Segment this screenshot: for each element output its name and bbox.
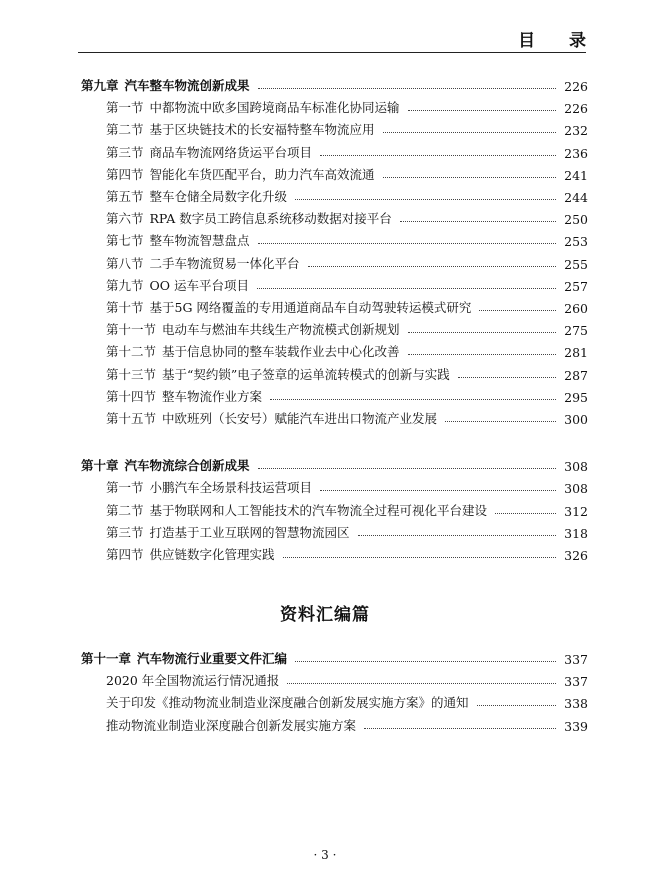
page-number-ref: 226 [564,79,588,94]
leader-dots [458,377,556,378]
section-entry [106,405,588,427]
page-number-ref: 318 [564,525,588,541]
section-entry [106,183,588,205]
document-title: 2020 年全国物流运行情况通报 [106,673,280,689]
section-number: 第六节 [106,211,144,227]
leader-dots [258,468,556,469]
section-number: 第十二节 [106,344,157,360]
page-number: · 3 · [313,848,337,862]
part-title: 资料汇编篇 [280,605,370,625]
section-title: 中都物流中欧多国跨境商品车标准化协同运输 [149,100,400,116]
leader-dots [495,513,556,514]
chapter-entry [81,645,588,667]
section-entry [106,689,588,711]
page-number-ref: 287 [564,367,588,383]
page-number-ref: 241 [564,167,588,183]
section-entry [106,667,588,689]
leader-dots [295,199,556,200]
section-entry [106,294,588,316]
section-title: 小鹏汽车全场景科技运营项目 [149,480,313,496]
chapter-entry [81,452,588,474]
section-number: 第五节 [106,189,144,204]
section-number: 第十一节 [106,322,157,338]
chapter-title: 汽车整车物流创新成果 [124,78,250,93]
section-title: 基于5G 网络覆盖的专用通道商品车自动驾驶转运模式研究 [149,300,472,315]
section-entry [106,338,588,360]
section-title: RPA 数字员工跨信息系统移动数据对接平台 [149,211,392,227]
page-number-ref: 300 [564,412,588,427]
section-entry [106,497,588,519]
leader-dots [408,110,556,111]
section-title: 智能化车货匹配平台，助力汽车高效流通 [149,166,375,182]
section-entry [106,316,588,338]
section-entry [106,383,588,405]
section-entry [106,361,588,383]
page-number-ref: 250 [564,212,588,228]
section-entry [106,205,588,227]
leader-dots [257,288,556,289]
page-number-ref: 295 [564,389,588,405]
section-number: 第一节 [106,100,144,116]
page-number-ref: 281 [564,345,588,361]
section-number: 第八节 [106,255,144,271]
section-title: 基于信息协同的整车装载作业去中心化改善 [162,344,400,360]
page-number-ref: 312 [564,503,588,519]
section-entry [106,541,588,563]
section-title: 基于“契约锁”电子签章的运单流转模式的创新与实践 [162,366,450,382]
chapter-label: 第十一章 [81,651,132,666]
chapter-label: 第十章 [81,458,119,474]
section-number: 第九节 [106,277,144,293]
page-number-ref: 338 [564,696,588,712]
section-entry [106,519,588,541]
chapter-entry [81,72,588,94]
section-entry [106,272,588,294]
leader-dots [295,661,556,662]
section-number: 第十四节 [106,388,157,404]
leader-dots [400,221,556,222]
leader-dots [258,243,556,244]
leader-dots [364,728,556,729]
chapter-label: 第九章 [81,78,119,93]
section-entry [106,116,588,138]
page-number-ref: 232 [564,123,588,139]
section-title: 基于物联网和人工智能技术的汽车物流全过程可视化平台建设 [149,502,488,518]
section-entry [106,474,588,496]
page-number-ref: 275 [564,323,588,339]
page-number-ref: 308 [564,459,588,475]
page-number-ref: 337 [564,652,588,667]
section-title: 二手车物流贸易一体化平台 [149,255,300,271]
leader-dots [258,88,556,89]
page-number-ref: 326 [564,548,588,563]
section-title: 商品车物流网络货运平台项目 [149,144,313,160]
leader-dots [383,177,556,178]
leader-dots [308,266,556,267]
leader-dots [358,535,556,536]
leader-dots [383,132,556,133]
document-title: 关于印发《推动物流业制造业深度融合创新发展实施方案》的通知 [106,695,469,711]
page-number-ref: 308 [564,481,588,497]
section-number: 第七节 [106,233,144,249]
header-title: 目 录 [518,31,600,51]
section-entry [106,712,588,734]
section-number: 第十节 [106,300,144,315]
section-title: 打造基于工业互联网的智慧物流园区 [149,524,350,540]
section-entry [106,227,588,249]
section-entry [106,250,588,272]
section-title: 整车仓储全局数字化升级 [149,189,288,204]
leader-dots [320,490,556,491]
section-title: OO 运车平台项目 [149,277,249,293]
leader-dots [283,557,556,558]
page-number-ref: 260 [564,301,588,316]
leader-dots [320,155,556,156]
section-number: 第二节 [106,122,144,138]
section-number: 第十三节 [106,366,157,382]
section-entry [106,94,588,116]
section-title: 基于区块链技术的长安福特整车物流应用 [149,122,375,138]
page-number-ref: 253 [564,234,588,250]
section-number: 第三节 [106,144,144,160]
leader-dots [479,310,556,311]
section-number: 第四节 [106,166,144,182]
section-number: 第一节 [106,480,144,496]
leader-dots [287,683,556,684]
leader-dots [445,421,556,422]
page-number-ref: 236 [564,145,588,161]
page-number-ref: 339 [564,718,588,734]
section-number: 第二节 [106,502,144,518]
page-header [78,22,600,53]
leader-dots [408,332,556,333]
section-number: 第十五节 [106,411,157,426]
leader-dots [477,705,556,706]
section-title: 供应链数字化管理实践 [149,547,275,562]
section-entry [106,139,588,161]
leader-dots [408,354,556,355]
section-number: 第三节 [106,524,144,540]
leader-dots [270,399,556,400]
chapter-title: 汽车物流行业重要文件汇编 [137,651,288,666]
page-number-ref: 244 [564,190,588,205]
section-title: 整车物流作业方案 [162,388,263,404]
section-entry [106,161,588,183]
section-title: 中欧班列（长安号）赋能汽车进出口物流产业发展 [162,411,438,426]
page-number-ref: 226 [564,101,588,117]
section-number: 第四节 [106,547,144,562]
section-title: 电动车与燃油车共线生产物流模式创新规划 [162,322,400,338]
page-number-ref: 255 [564,256,588,272]
section-title: 整车物流智慧盘点 [149,233,250,249]
page-number-ref: 337 [564,674,588,690]
page-number-ref: 257 [564,278,588,294]
document-title: 推动物流业制造业深度融合创新发展实施方案 [106,717,357,733]
chapter-title: 汽车物流综合创新成果 [124,458,250,474]
